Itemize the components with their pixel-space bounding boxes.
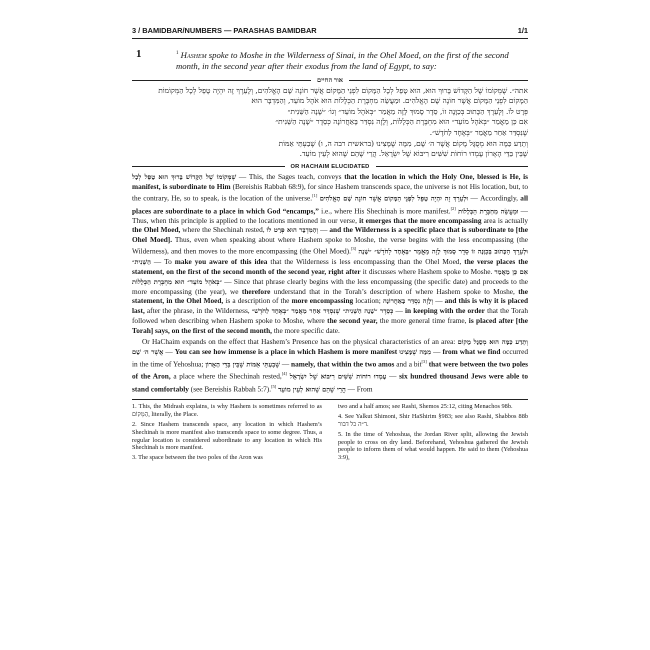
english-section-label: OR HACHAIM ELUCIDATED (290, 163, 370, 170)
elucidation (132, 172, 528, 395)
hebrew-lemma: וְלָזֶה נִסְדַּר בָּאַחֲרוֹנָה (382, 297, 434, 306)
text: where the Shechinah rested, (180, 225, 267, 235)
text: — (433, 296, 445, 306)
text: after the phrase, in the Wilderness, (144, 306, 252, 316)
text: a place where the Shechinah rested, (170, 371, 282, 381)
verse-body: spoke to Moshe in the Wilderness of Sinai, in the Ohel Moed, on the first of the second month, in the second year after their exodus from the land of Egypt, to say: (176, 49, 509, 72)
text: Thus, even when speaking about where Hashem spoke to Moshe, the verse begins with the less encompassing (the Wilderness), and then moves to the more encompassing (the Ohel Moed). (132, 235, 528, 256)
text: — (431, 346, 443, 356)
english-section-divider (132, 164, 528, 170)
text: is a description of the (223, 296, 292, 306)
divider-rule (349, 80, 528, 81)
verse-block (132, 48, 528, 73)
hebrew-lemma: שֶׁמְּקוֹמוֹ שֶׁל הַקָּדוֹשׁ בָּרוּךְ הוּא טָפֵל לְכָל (132, 172, 237, 181)
text: — (386, 371, 400, 381)
bold-text: it emerges that the more encompassing (359, 216, 482, 226)
text: (see Bereishis Rabbah 5:7). (188, 384, 272, 394)
bold-text: You can see how immense is a place in which Hashem is more manifest (174, 346, 398, 356)
text: — From (345, 384, 373, 394)
text: Or HaChaim expands on the effect that Hashem’s Presence has on the physical characteristics of an area: (142, 336, 456, 346)
hebrew-line: שֶׁבֵּין בַּדֵּי הָאָרוֹן עָמְדוּ רוֹחוֹת שִׁשִּׁים רִיבּוֹא שֶׁל יִשְׂרָאֵל. הֲרֵי שֶׁהֵם שֶׁהוּא לְעֵין מוֹעֵד. (299, 149, 528, 159)
hebrew-lemma: וְתֵדַע כַּמָּה הוּא מְסֻגָּל מָקוֹם אֲשֶׁר ה׳ שָׁם (132, 337, 528, 356)
bold-text: the second year, (327, 316, 378, 326)
text: the more general time frame, (377, 316, 469, 326)
hebrew-lemma: וּלְעֵרֶךְ זֶה יִהְיֶה טָפֵל לִפְנֵי הַמָּקוֹם אֲשֶׁר חוֹנֶה שָׁם הָאֱלֹהִים (319, 194, 469, 203)
bold-text: the verse places the statement, on the first of the second month of the second year, right after (132, 256, 528, 276)
footnote-rule (132, 399, 528, 400)
footnote-ref: [3] (421, 358, 427, 364)
verse-lead: Hashem (180, 49, 207, 60)
hebrew-lemma: הֲרֵי שֶׁהֵם שֶׁהוּא לְעֵין מוֹעֵד (278, 385, 346, 394)
text: i.e., where His Shechinah is more manifest. (318, 205, 451, 215)
bold-text: namely, that within the two amos (291, 359, 395, 369)
bold-text: more encompassing (291, 296, 354, 306)
divider-rule (376, 166, 529, 167)
text: — (393, 306, 405, 316)
hebrew-line: אִם כֵּן מַאֲמַר ״בְּאֹהֶל מוֹעֵד״ הוּא מִחְבֶּרֶת הַכְּלָלוֹת, וְלָזֶה נִסְדַּר בָּאַחֲרוֹנָה כְּסֵדֶר ״שָׁנָה הַשֵּׁנִית״ (275, 117, 528, 127)
footnote: 2. Since Hashem transcends space, any location in which Hashem’s Shechinah is more manifest also transcends space to some degree. Thus, a regular location is considered subordinate to any location in which His Shechinah is more manifest. (132, 420, 322, 452)
bold-text: therefore (241, 287, 271, 297)
bold-text: make you aware of this idea (174, 256, 268, 266)
hebrew-lemma: כְּסֵדֶר ״שָׁנָה הַשֵּׁנִית״ שֶׁנִּסְדַּר אַחַר מַאֲמַר ״בְּאֶחָד לַחֹדֶשׁ״ (251, 307, 394, 316)
footnote: 3. The space between the two poles of the Aron was (132, 454, 263, 462)
hebrew-line: פְּרָט לוֹ. וְלָעֵרֶךְ הַכָּתוּב בְּכַוָּנָה זוֹ, סֵדֶר סָמוּךְ לָזֶה מַאֲמַר ״בְּאֹהֶל מוֹעֵד״ וְגוֹ׳ ״שָׁנָה הַשֵּׁנִית״ (287, 106, 528, 116)
text: — To (150, 256, 175, 266)
bold-text: is placed after [the Torah] says, on the first of the second month, (132, 316, 528, 335)
hebrew-line: אתה״. שֶׁמְּקוֹמוֹ שֶׁל הַקָּדוֹשׁ בָּרוּךְ הוּא, הוּא טָפֵל לְכָל הַמָּקוֹם לִפְנֵי הַמָּקוֹם אֲשֶׁר חוֹנֶה שָׁם הָאֱלֹהִים, וְלָעֵרֶךְ זֶה יִהְיֶה טָפֵל לְכָל הַמְּקוֹמוֹת (158, 85, 528, 95)
hebrew-lemma: וּמַעֲשֵׂה מִחְבֶּרֶת הַכְּלָלוֹת (458, 206, 519, 215)
hebrew-commentary (132, 86, 528, 160)
text: that the Wilderness is less encompassing than the Ohel Moed, (267, 256, 465, 266)
bold-text: and this is why it is placed last, (132, 296, 529, 316)
divider-rule (132, 166, 285, 167)
verse-number: 1 (136, 48, 142, 60)
page-number: 1/1 (517, 26, 528, 35)
footnotes (132, 403, 528, 464)
text: — Accordingly, (468, 193, 521, 203)
hebrew-line: שֶׁנִּסְדַּר אַחַר מַאֲמַר ״בְּאֶחָד לַחֹדֶשׁ״. (429, 128, 528, 138)
running-header-title: 3 / BAMIDBAR/NUMBERS — PARASHAS BAMIDBAR (132, 26, 317, 35)
bold-text: the statement, in the Ohel Moed, (132, 287, 528, 306)
bold-text: all places are subordinate to a place in which God “encamps,” (132, 193, 528, 215)
text: understand that in the Torah’s description of where Hashem spoke to Moshe, (270, 287, 519, 297)
bold-text: the Ohel Moed, (132, 225, 181, 235)
footnotes-left-column (132, 403, 322, 464)
hebrew-lemma: עָמְדוּ רוֹחוֹת שִׁשִּׁים רִיבּוֹא שֶׁל יִשְׂרָאֵל (289, 372, 387, 381)
text: — Thus, when this principle is applied to the locations mentioned in our verse, (132, 205, 528, 226)
footnote-ref: [5] (271, 383, 277, 389)
page (132, 26, 528, 464)
bold-text: that were between the two poles of the Aron, (132, 359, 529, 381)
hebrew-section-divider (132, 77, 528, 84)
footnote: 1. This, the Midrash explains, is why Hashem is sometimes referred to as הַמָּקוֹם, literally, the Place. (132, 403, 322, 419)
text: area is actually (481, 216, 528, 226)
footnote: 4. See Yalkut Shimoni, Shir HaShirim §983; see also Rashi, Shabbos 88b ד״ה כל דבור. (338, 413, 528, 428)
verse-translation (176, 48, 528, 73)
text: the more specific date. (272, 325, 340, 335)
text: that the Torah followed when describing when Hashem spoke to Moshe, where (132, 306, 528, 326)
elucidation-paragraph (132, 337, 528, 395)
bold-text: in keeping with the order (404, 306, 485, 316)
footnote-ref: [1] (312, 193, 318, 199)
footnote: two and a half amos; see Rashi, Shemos 25:12, citing Menachos 98b. (338, 403, 513, 411)
hebrew-lemma: שֶׁבַעְתֵּי אַמּוֹת שֶׁבֵּין בַּדֵּי הָאָרוֹן (205, 360, 280, 369)
footnote: 5. In the time of Yehoshua, the Jordan River split, allowing the Jewish people to cross on dry land. Beforehand, Yehoshua gathered the Jewish people to inform them of what would happen. He said to them (Yehoshua 3:9), (338, 430, 528, 462)
running-header (132, 26, 528, 39)
footnotes-right-column (338, 403, 528, 464)
hebrew-lemma: וּלְעֵרֶךְ הַכָּתוּב בְּכַוָּנָה זוֹ סֵדֶר סָמוּךְ לָזֶה מַאֲמַר ״בְּאֶחָד לַחֹדֶשׁ״ ״שָׁנָה הַשֵּׁנִית״ (132, 247, 528, 266)
hebrew-section-label: אור החיים (316, 76, 344, 84)
elucidation-paragraph (132, 172, 528, 335)
footnote-ref: [4] (281, 371, 287, 377)
footnote-ref: [3] (350, 246, 357, 252)
text: — Since that phrase clearly begins with the less encompassing (the specific date) and proceeds to the more encompassing (the year), we (132, 277, 528, 297)
text: — (279, 359, 292, 369)
hebrew-lemma: מִמָּה שֶׁמָּצִינוּ (399, 347, 432, 356)
hebrew-lemma: וְהַמִּדְבָּר הוּא פְּרָט לוֹ (266, 226, 319, 235)
divider-rule (132, 80, 311, 81)
text: location; (353, 296, 383, 306)
bold-text: six hundred thousand Jews were able to stand comfortably (132, 371, 528, 394)
text: it discusses where Hashem spoke to Moshe. (360, 266, 493, 276)
footnote-ref: [2] (450, 205, 456, 211)
hebrew-line: וְתֵדַע כַּמָּה הוּא מְסֻגָּל מָקוֹם אֲשֶׁר ה׳ שָׁם, מִמָּה שֶׁמָּצִינוּ (בראשית רבה ה, ו) שֶׁבַעְתֵּי אַמּוֹת (278, 138, 528, 148)
bold-text: from what we find (442, 346, 501, 356)
text: occurred in the time of Yehoshua; (132, 346, 528, 369)
text: — This, the Sages teach, conveys (236, 171, 345, 181)
text: and a bit (394, 359, 422, 369)
bold-text: that the location in which the Holy One, blessed is He, is manifest, is subordinate to Him (132, 171, 528, 191)
verse-superscript: 1 (176, 51, 179, 56)
text: — (163, 346, 175, 356)
text: (Bereishis Rabbah 68:9), for since Hashem transcends space, the universe is not His location, but, to the contrary, He, so to speak, is the location of the universe. (132, 181, 528, 203)
hebrew-lemma: אִם כֵּן מַאֲמַר ״בְּאֹהֶל מוֹעֵד״ הוּא מִחְבֶּרֶת הַכְּלָלוֹת (132, 267, 529, 287)
text: — (318, 225, 330, 235)
hebrew-line: הַמָּקוֹם לִפְנֵי הַמָּקוֹם אֲשֶׁר חוֹנֶה שָׁם הָאֱלֹהִים. וּמַעֲשֵׂה מִחְבֶּרֶת הַכְּלָלוֹת הוּא אֹהֶל מוֹעֵד, וְהַמִּדְבָּר הוּא (251, 96, 528, 106)
bold-text: and the Wilderness is a specific place that is subordinate to [the Ohel Moed]. (132, 225, 528, 245)
